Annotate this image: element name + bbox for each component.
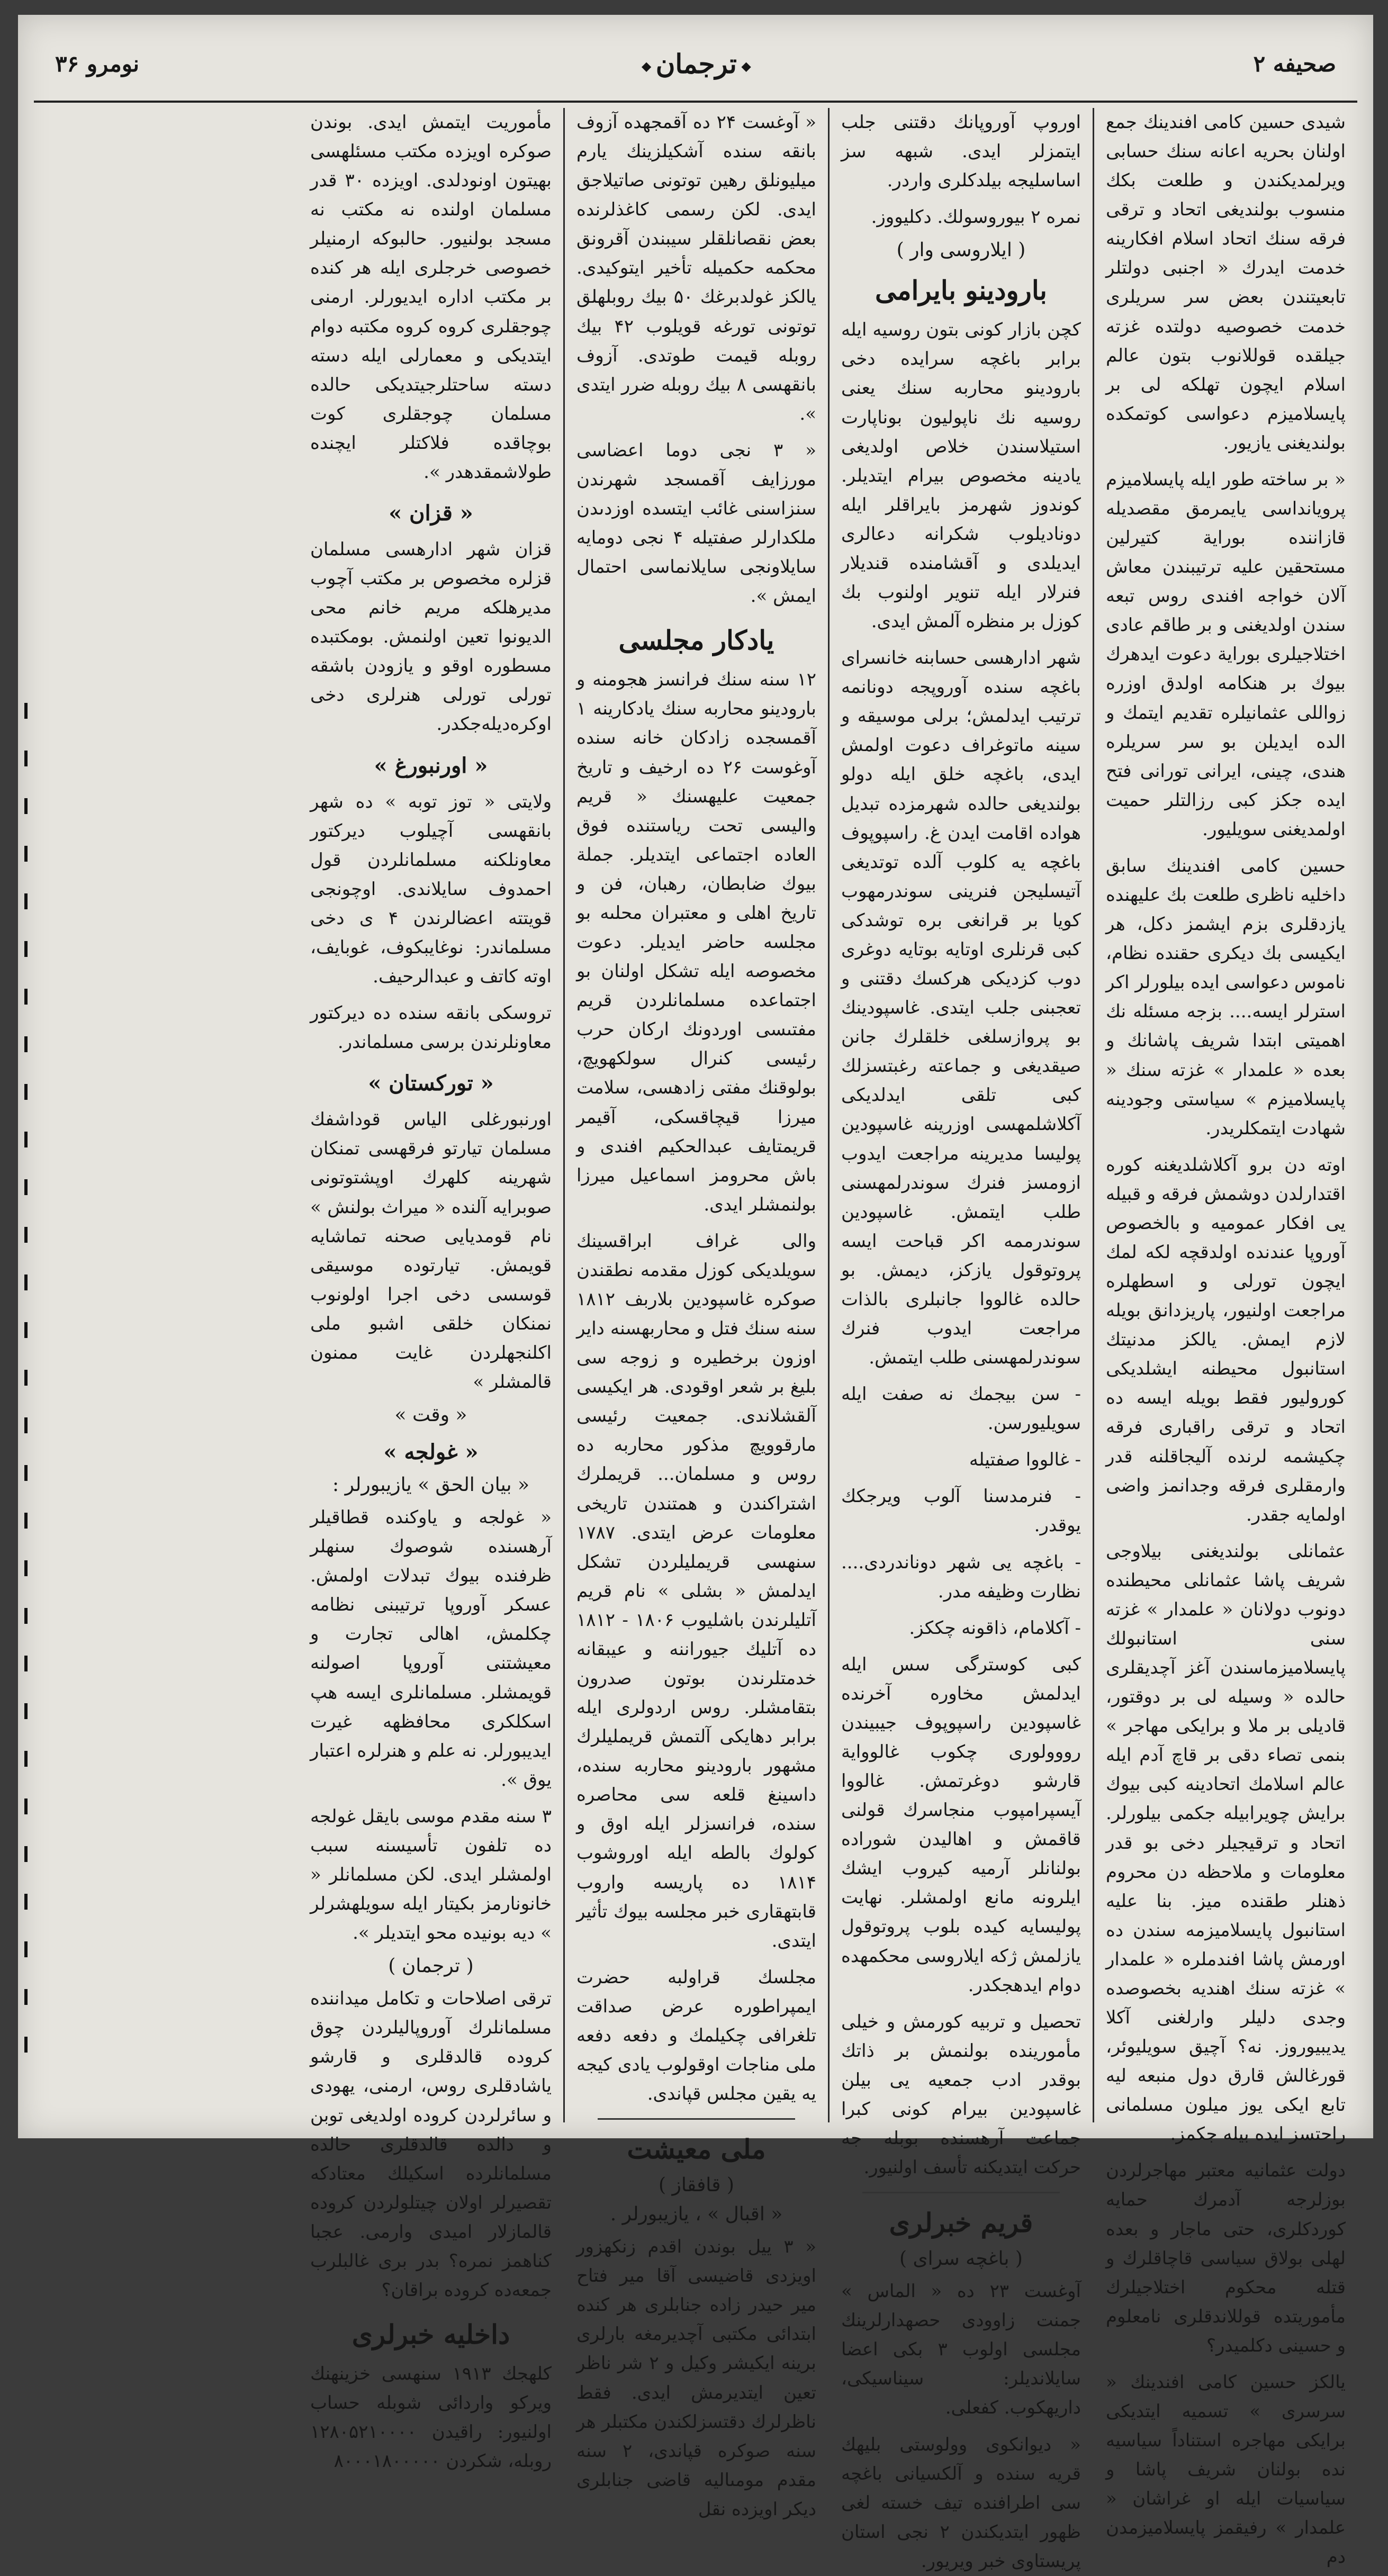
article-paragraph: اوروپ آوروپانك دقتنى جلب ايتمزلر ايدى. شبهه سز اساسليجه بيلدكلرى واردر. (841, 112, 1081, 192)
article-paragraph: شيدى حسين كامى افندينك جمع اولنان بحريه اعانه سنك حسابى ويرلمديكندن و طلعت بكك منسوب بولنديغى اتحاد و ترقى فرقه سنك اتحاد اسلام افكارينه خدمت ايدرك « اجنبى دولتلر تابعيتندن بعض سر سريلرى خدمت خصوصيه دولتده غزته جيلقده قوللانوب بتون عالم اسلام ايچون تهلكه لى بر پايسلاميزم دعواسى كوتمكده بولنديغنى يازيور. (1106, 112, 1346, 454)
section-heading: ملى معيشت (627, 2134, 766, 2165)
section-heading: « توركستان » (310, 1071, 552, 1096)
article-paragraph: آوغست ۲۳ ده « الماس » جمنت زاوودى حصهدارلرينك مجلسى اولوب ۳ بكى اعضا سايلانديلر: سيناسيكى، داريهكوب. كفعلى. (841, 2281, 1081, 2419)
article-paragraph: « ديوانكوى وولوستى بليهك قريه سنده و آلكسيانى باغچه سى اطرافنده تيف خسته لغى ظهور ايتديكندن ۲ نجى استان پريستاوى خبر ويريور. (841, 2434, 1081, 2572)
article-paragraph: « ۳ ييل بوندن اقدم زنكهزور اويزدى قاضيسى آقا مير فتاح مير حيدر زاده جنابلرى هر كنده ابتدائى مكتبى آچديرمغه بارلرى برينه ايكيشر وكيل و ۲ شر ناظر تعين ايتديرمش ايدى. فقط ناظرلرك دقتسزلكندن مكتبلر هر سنه صوكره قپاندى، ۲ سنه مقدم مومىاليه قاضى جنابلرى ديكر اويزده نقل (576, 2236, 816, 2520)
article-paragraph: تحصيل و تربيه كورمش و خيلى مأمورينده بولنمش بر ذاتك بوقدر ادب جمعيه يى بيلن غاسپودين بيرام كونى كبرا جماعت آرهسنده بوبله جه حركت ايتديكنه تأسف اولنيور. (841, 2011, 1081, 2179)
article-paragraph: كچن بازار كونى بتون روسيه ايله برابر باغچه سرايده دخى بارودينو محاربه سنك يعنى روسيه نك ناپوليون بوناپارت استيلاسندن خلاص اولديغى يادينه مخصوص بيرام ايتديلر. كوندوز شهرمز بايراقلر ايله دوناديلوب شكرانه دعالرى ايديلدى و آقشامنده قنديلار فنرلار ايله تنوير اولنوب بك كوزل بر منظره آلمش ايدى. (841, 319, 1081, 632)
issue-number-label: نومرو ۳۶ (55, 50, 140, 77)
section-subheading: ( قافقاز ) (659, 2174, 734, 2197)
article-paragraph: يالكز حسين كامى افندينك « سرسرى » تسميه ايتديكى برايكى مهاجره استناداً سياسيه نده بولنان شريف پاشا و سياسيات ايله او غراشان « علمدار » رفيقمز پايسلاميزمدن دم (1106, 2371, 1346, 2568)
article-paragraph: ۱۲ سنه سنك فرانسز هجومنه و بارودينو محاربه سنك يادكارينه ۱ آقمسجده زادكان خانه سنده آوغوست ۲۶ ده ارخيف و تاريخ جمعيت عليهسنك « قريم واليسى تحت رياستنده فوق العاده اجتماعى ايتديلر. جملة بيوك ضابطان، رهبان، فن و تاريخ اهلى و معتبران محلىه بو مجلسه حاضر ايديلر. دعوت مخصوصه ايله تشكل اولنان بو اجتماعده مسلمانلردن قريم مفتىسى اوردونك اركان حرب رئيسى كنرال سولكهويچ، بولوقنك مفتى زادهسى، سلامت ميرزا قيچاقسكى، آقيمر قريمتايف عبدالحكيم افندى و باش محرومز اسماعيل ميرزا بولنمشلر ايدى. (576, 669, 816, 1215)
section-heading: « غولجه » (310, 1440, 552, 1465)
article-paragraph: - فنرمدسنا آلوب ويرجكك يوقدر. (841, 1486, 1081, 1536)
margin-ink-marks (24, 703, 28, 2079)
section-subheading: « بيان الحق » يازيبورلر : (332, 1474, 529, 1496)
article-paragraph: - غالووا صفتيله (969, 1449, 1081, 1471)
article-paragraph: مجلسك قراولبه حضرت ايمپراطوره عرض صداقت تلغرافى چكيلمك و دفعه دفعه ملى مناجات اوقولوب يادى كيجه يه يقين مجلس قپاندى. (576, 1966, 816, 2105)
article-paragraph: « ۳ نجى دوما اعضاسى مورزايف آقمسجد شهرندن سنزاسنى غائب ايتسده اوزدىدن ملكدارلر صفتيله ۴ نجى دومايه سايلاونجى سايلانماسى احتمال ايمش ». (576, 439, 816, 607)
section-subheading: ( باغچه سراى ) (899, 2248, 1023, 2270)
article-paragraph: عثمانلى بولنديغنى بيلاوجى شريف پاشا عثمانلى محيطنده دونوب دولانان « علمدار » غزته سنى استانبولك پايسلاميزماسندن آغز آچديقلرى حالده « وسيله لى بر دوقتور، قاديلى بر ملا و برايكى مهاجر » بنمى تصاء دقى بر قاچ آدم ايله عالم اسلامك اتحادينه كبى بيوك برايش چويرابيله جكمى بيلورلر. اتحاد و ترقيجيلر دخى بو قدر معلومات و ملاحظه دن محروم ذهنلر طقنده ميز. بنا عليه استانبول پايسلاميزمه سندن ده اورمش پاشا افندملره « علمدار » غزته سنك اهنديه بخصوصده وجدى دليلر وارلغنى آكلا يديبيوروز. نه؟ آچيق سويليوئر، قورغالش قارق دول منبعه ليه تابع ايكى يوز ميلون مسلمانى راحتسز ايده بيله جكمز. (1106, 1540, 1346, 2145)
article-paragraph: كلهجك ۱۹۱۳ سنهسى خزينهنك ويركو واردائى شوبله حساب اولنيور: راقيدن ۱۲۸۰۵۲۱۰۰۰۰ روبله، شكردن ۸۰۰۰۱۸۰۰۰۰۰ (310, 2363, 552, 2472)
article-paragraph: مأموريت ايتمش ايدى. بوندن صوكره اويزده مكتب مسئلهسى بهيتون اونودلدى. اويزده ۳۰ قدر مسلمان اولنده نه مكتب نه مسجد بولنيور. حالبوكه ارمنيلر خصوصى خرجلرى ايله هر كنده بر مكتب اداره ايديورلر. ارمنى چوجقلرى كروه كروه مكتبه دوام ايتديكى و معمارلى ايله دسته دسته ساحتلرجيتديكى حالده مسلمان چوجقلرى كوت بوچاقده فلاكتلر ايچنده طولاشمقدهدر ». (310, 112, 552, 483)
section-divider (598, 2118, 795, 2120)
article-paragraph: - سن بيجمك نه صفت ايله سويليورسن. (841, 1384, 1081, 1434)
article-paragraph: « آوغست ۲۴ ده آقمجهده آزوف بانقه سنده آشكيلزينك يارم ميليونلق رهين توتونى صاتيلاجق ايدى. لكن رسمى كاغذلرنده بعض نقصانلقلر سيبندن آقرونق محكمه حكميله تأخير ايتوكيدى. يالكز غولدبرغك ۵۰ بيك روبلهلق توتونى تورغه قويلوب ۴۲ بيك روبله قيمت طوتدى. آزوف بانقهسى ۸ بيك روبله ضرر ايتدى ». (576, 112, 817, 424)
section-heading: يادكار مجلسى (618, 625, 774, 656)
text-columns (34, 108, 1357, 2572)
section-heading: « اورنبورغ » (310, 753, 552, 778)
column-2 (828, 108, 1093, 2572)
article-paragraph: ترقى اصلاحات و تكامل ميدانندە مسلمانلرك آوروپالیلردن چوق كروده قالدقلرى و قارشو ياشادقلرى روس، ارمنى، يهودى و سائرلردن كروده اولديغى توبن و دالده قالدقلرى حالدە مسلمانلرده اسكيلك معتادكه تقصيرلر اولان چيتلولردن كروده قالمازلار اميدى وارمى. عجبا كناهمز نمره؟ بدر برى غالبلرب جمعەدە كروده براقان؟ (310, 1988, 552, 2301)
article-paragraph: والى غراف ابراقسينك سويلديكى كوزل مقدمه نطقندن صوكره غاسپودين بلاربف ۱۸۱۲ سنه سنك فتل و محاربهسنه داير اوزون برخطيره و زوجه سى بليغ بر شعر اوقودى. هر ايكيسى آلقشلاندى. جمعيت رئيسى مارقوويچ مذكور محاربه ده روس و مسلمان... قريملرك اشتراكندن و همتندن تاريخى معلومات عرض ايتدى. ۱۷۸۷ سنهسى قريمليلردن تشكل ايدلمش « بشلى » نام قريم آتليلرندن باشليوب ۱۸۰۶ - ۱۸۱۲ ده آتليك جيوراننه و عيبقانه خدمتلرندن بوتون صدرون بتقامشلر. روس اردولرى ايله برابر دهایکى آلتمش قريمليلرك مشهور بارودينو محاربه سنده، داسينغ قلعه سى محاصره سنده، فرانسزلر ايله اوق و كولوك بالطه ايله اوروشوب ۱۸۱۴ ده پاريسه واروب قابتهقارى خبر مجلسه بيوك تأثير ايتدى. (576, 1230, 816, 1951)
section-subheading: « وقت » (394, 1404, 467, 1426)
article-paragraph: ولايتى « توز توبه » ده شهر بانقهسى آچيلوب ديركتور معاونلكنه مسلمانلردن قول احمدوف سايلاندى. اوچونجى قويتته اعضالرندن ۴ ى دخى مسلماندر: نوغايبكوف، غوبايف، اوته كاتف و عبدالرحيف. (310, 791, 552, 988)
section-subheading: ( ايلاروسى وار ) (896, 239, 1026, 261)
column-4 (299, 108, 563, 2472)
section-subheading: ( ترجمان ) (388, 1955, 474, 1977)
column-3 (563, 108, 828, 2520)
article-paragraph: دولت عثمانيه معتبر مهاجرلردن بوزلرجه آدمرك حمايه كوردكلرى، حتى ماجار و بعده لهلى بولاق سياسى قاچاقلرك و قتله محكوم اختلاجيلرك مأموريتده قوللاندقلرى نامعلوم و حسينى دكلميدر؟ (1106, 2160, 1346, 2356)
article-paragraph: اورنبورغلى الياس قوداشفك مسلمان تيارتو فرقهسى تمنكان شهرينه كلهرك اوپشتوتونى صوبرايه آلنده « ميراث بولنش » نام قومديايى صحنه تماشايه قويمش. تيارتوده موسيقى قوسسى دخى اجرا اولونوب نمنكان خلقى اشبو ملى اكلنجهلردن غايت ممنون قالمشلر » (310, 1109, 552, 1393)
section-divider (862, 2192, 1060, 2193)
article-paragraph: قزان شهر ادارهسى مسلمان قزلره مخصوص بر مكتب آچوب مديرهلكه مريم خانم محى الديونوا تعين اولنمش. بومكتبده مسطوره اوقو و يازودن باشقه تورلى تورلى هنرلرى دخى اوكرەديلەجكدر. (310, 539, 552, 735)
article-paragraph: نمره ۲ بيوروسولك. دكليووز. (871, 206, 1081, 228)
column-1 (1093, 108, 1357, 2568)
article-paragraph: اوته دن برو آكلاشلديغنه كوره اقتدارلدن دوشمش فرقه و قبيله يى افكار عموميه و بالخصوص آوروپا عندنده اولدقچه لكه لمك ايچون تورلى و اسطهلره مراجعت اولنيور، پاريزدانق بويله لازم ايمش. يالكز مدنيتك استانبول محيطنه ايشلديكى كوروليور فقط بويله ايسه ده اتحاد و ترقى راقبارى فرقه چكيشمه لرنده آليجاقلنه قدر وارمقلرى فرقه وجدانمز واضى اولمايه جقدر. (1106, 1154, 1346, 1525)
page-number-label: صحيفه ۲ (1253, 50, 1336, 77)
section-heading: داخليه خبرلرى (351, 2319, 510, 2351)
article-paragraph: حسين كامى افندينك سابق داخليه ناظرى طلعت بك عليهنده يازدقلرى بزم ايشمز دكل، هر ايكيسى بك ديكرى حقنده نظام، ناموس دعواسى ايده بيلورلر اكر استرلر ايسه.... بزجه مسئله نك اهميتى ابتدا شريف پاشانك و بعده « علمدار » غزته سنك « پايسلاميزم » سياستى وجودينه شهادت ايتمكلريدر. (1106, 855, 1346, 1139)
page-header (34, 26, 1357, 103)
section-heading: بارودينو بايرامى (875, 275, 1047, 306)
article-paragraph: « بر ساخته طور ايله پايسلاميزم پرويانداسى يايمرمق مقصديله قازاننده بوراية كتيرلين مستحقين عليه ترتيبندن معاش آلان خواجه افندى روس تبعه سندن اولديغنى و بر طاقم عادى اختلاجيلرى بوراية دعوت ايدهرك بيوك بر هنكامه اولدق اوزره زواللى عثمانيلره تقديم ايتمك و الده ايديلن بو سر سريلره هندى، چينى، ايرانى تورانى فتح ايده جكز كبى رزالتلر حميت اولمديغنى سويليور. (1106, 468, 1346, 840)
section-heading: قريم خبرلرى (889, 2207, 1033, 2239)
section-heading: « قزان » (310, 501, 552, 526)
section-subheading: « اقبال » ، يازيبورلر . (610, 2203, 783, 2226)
article-paragraph: - آكلامام، ذاقونه چككز. (909, 1617, 1081, 1639)
article-paragraph: شهر ادارهسى حسابنه خانسراى باغچه سنده آوروپجه دونانمه ترتيب ايدلمش؛ برلى موسيقه و سينه ماتوغراف دعوت اولمش ايدى، باغچه خلق ايله دولو بولنديغى حالده شهرمزده تبديل هواده اقامت ايدن غ. راسپوپوف باغچه يه كلوب آلده توتديغى آتيسليجن فنرينى سوندرمهوب كويا بر قرانغى بره توشدكى كبى قرنلرى اوتايه بوتايه دوغرى دوب كزديكى هركسك دقتنى و تعجبنى جلب ايتدى. غاسپودينك بو پروازسلغى خلقلرك جانن صيقديغى و جماعته رغبتسزلك كبى تلقى ايدلديكى آكلاشلمهسى اوزرينه غاسپودين پوليسا مديرينه مراجعت ايدوب ازومسز فنرك سوندرلمهسنى طلب ايتمش. غاسپودين سوندرممه اكر قباحت ايسه پروتوقول يازكز، ديمش. بو حالده غالووا جانبلرى بالذات مراجعت ايدوب فنرك سوندرلمهسنى طلب ايتمش. (841, 647, 1081, 1369)
article-paragraph: كبى كوسترگى سس ايله ايدلمش مخاوره آخرنده غاسپودين راسپوپوف جيبيندن رووولورى چكوب غالوواية قارشو دوغرتمش. غالووا آيسپرامپوب منجاسرك قولنى قاقمش و اهاليدن شوراده بولنانلر آرميه كيروب ايشك ايلرونه مانع اولمشلر. نهايت پوليسايه كيده بلوب پروتوقول يازلمش ژكه ايلاروسى محكمهده دوام ايدهجكدر. (841, 1653, 1081, 1996)
newspaper-title: ◆ ترجمان ◆ (642, 48, 751, 79)
article-paragraph: « غولجه و ياوكنده قطاقيلر آرهسنده شوصوك سنهلر ظرفنده بيوك تبدلات اولمش. عسكر آوروپا ترتيبنى نظامه چكلمش، اهالى تجارت و معيشتنى آوروپا اصولنه قويمشلر. مسلمانلرى ايسه هپ اسكلكرى محافظهه غيرت ايديبورلر. نه علم و هنرلره اعتبار يوق ». (310, 1507, 552, 1791)
article-paragraph: - باغچه يى شهر دوناندردى.... نظارت وظيفه مدر. (841, 1551, 1081, 1602)
newspaper-page (18, 15, 1373, 2572)
article-paragraph: تروسكى بانقه سنده ده ديركتور معاونلرندن برسى مسلماندر. (310, 1002, 552, 1053)
article-paragraph: ۳ سنه مقدم موسى بايقل غولجه ده تلفون تأسيسنه سبب اولمشلر ايدى. لكن مسلمانلر « خانونارمز بكيتار ايله سويلهشرلر » ديه بونيده محو ايتديلر ». (310, 1805, 552, 1944)
